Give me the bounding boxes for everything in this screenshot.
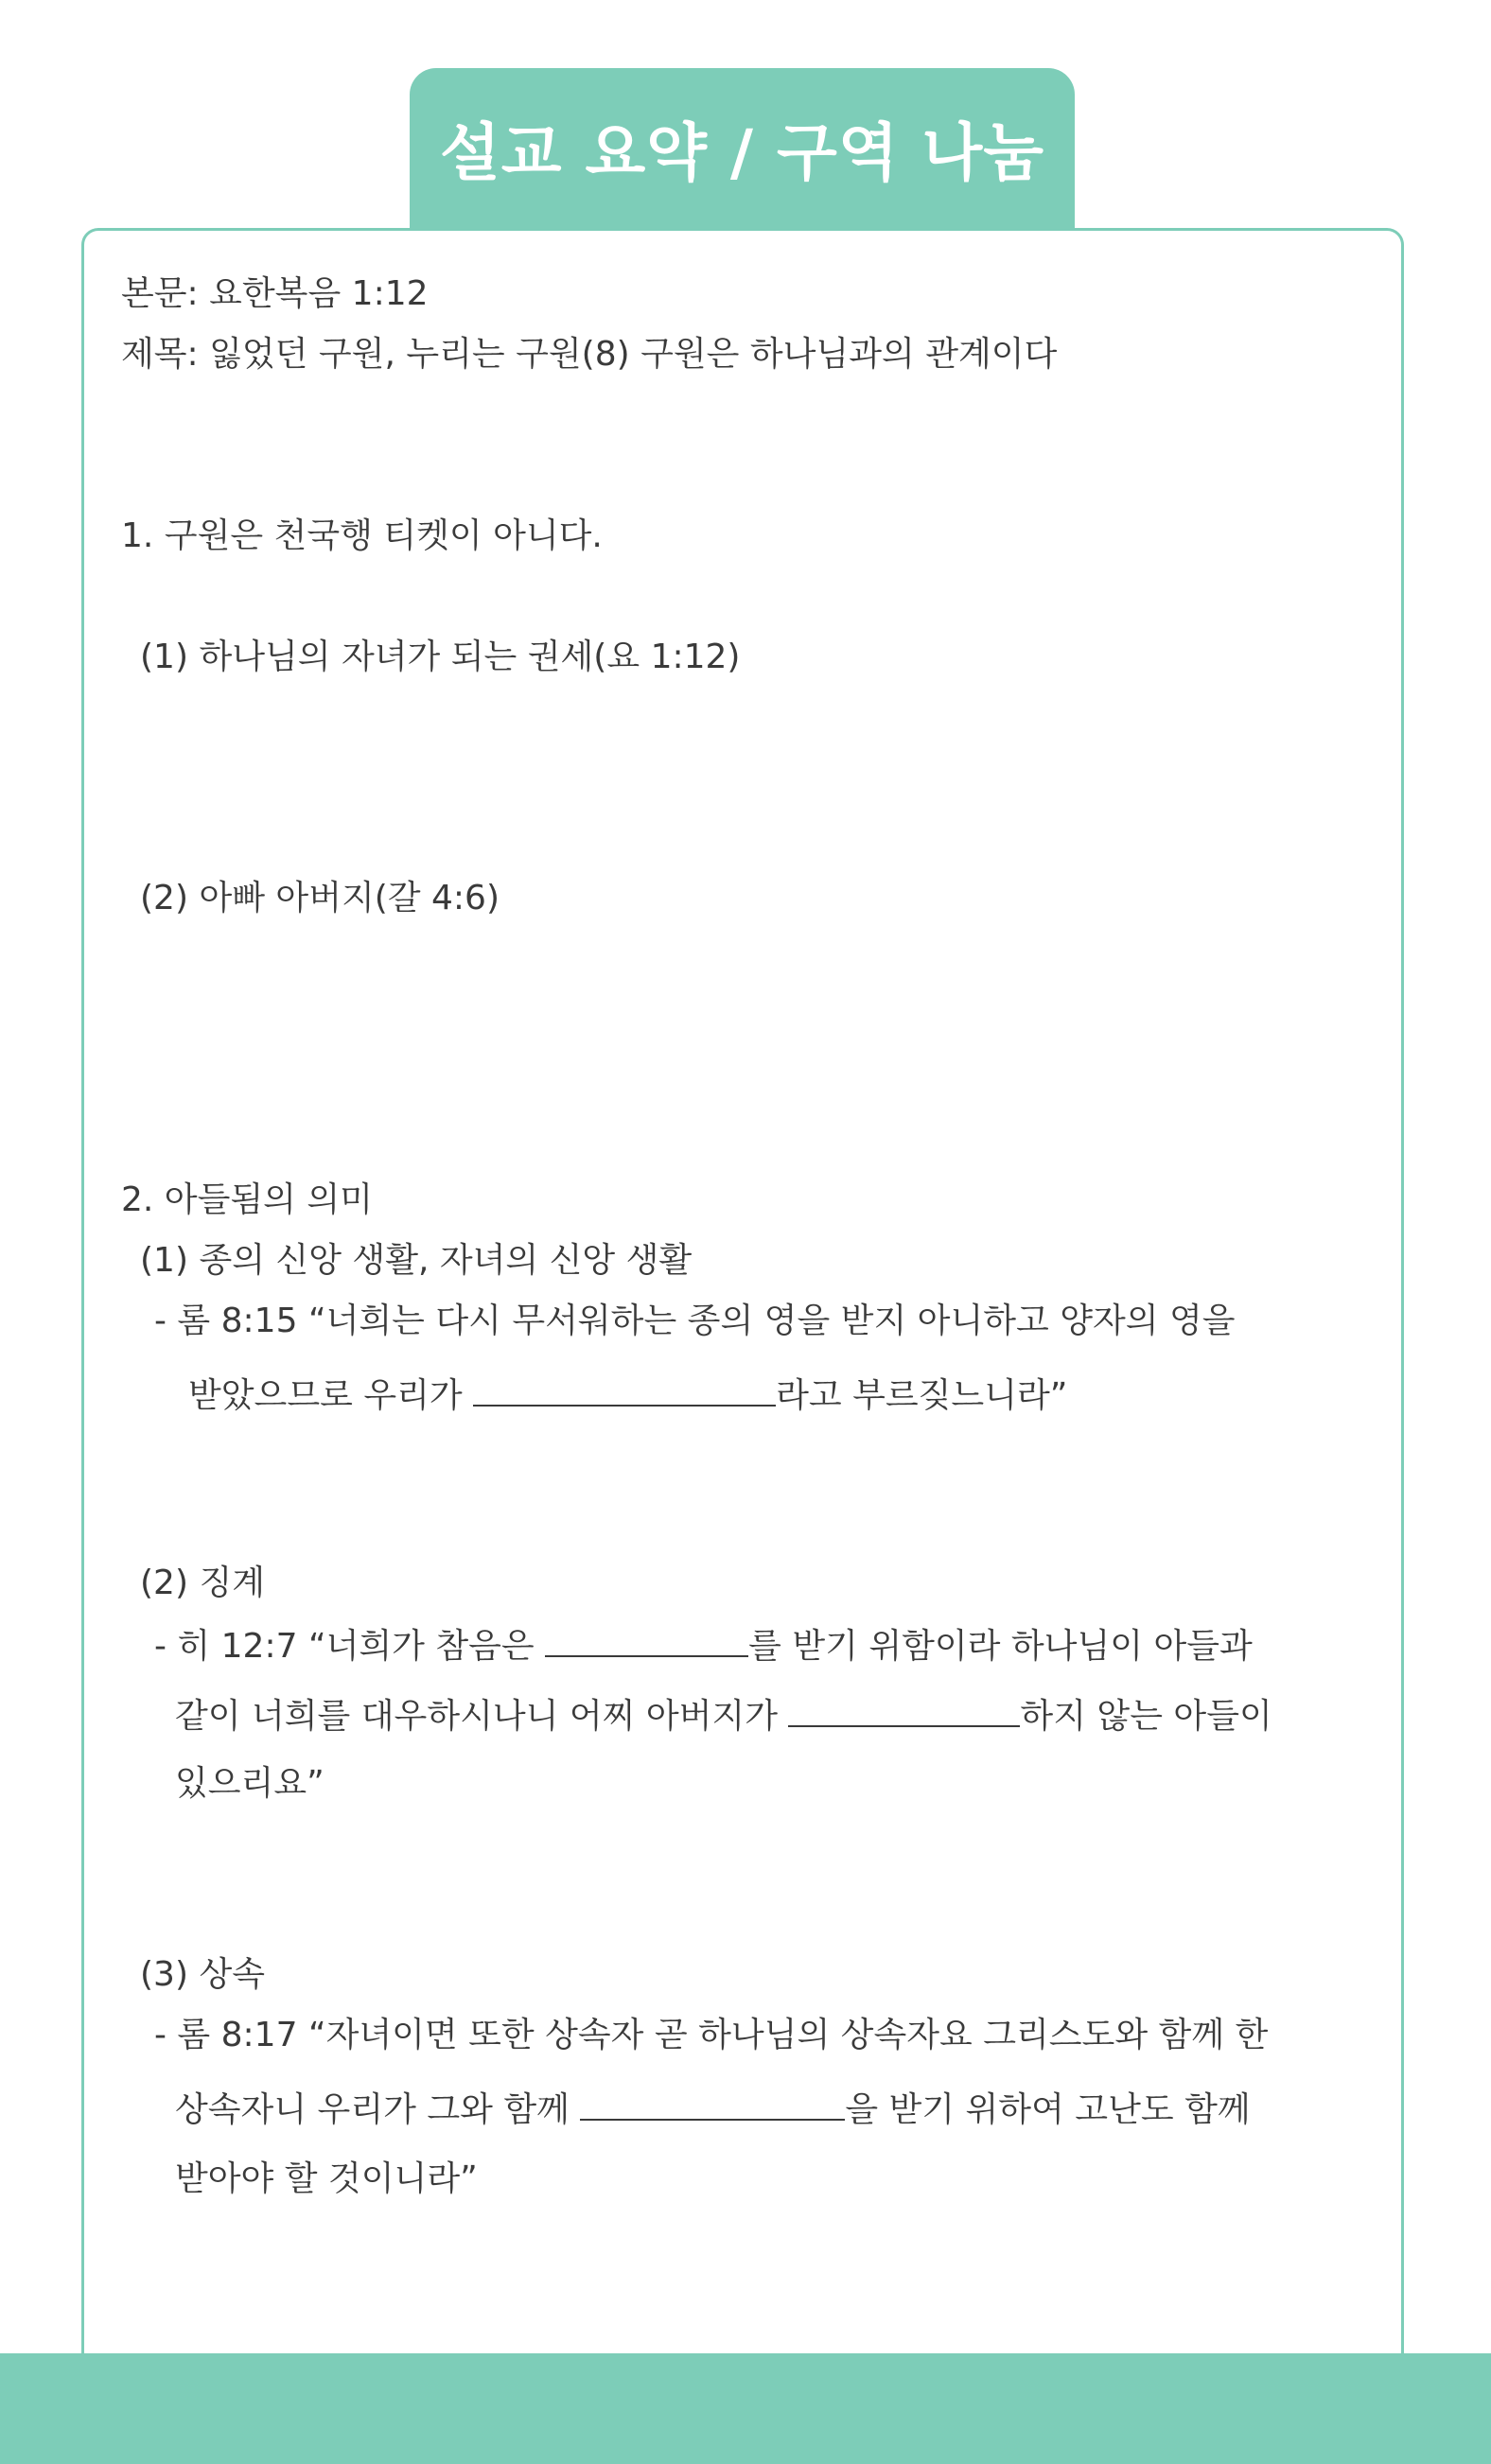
verse-romans-8-17-line-2 [175, 2087, 1251, 2131]
verse-text: 하지 않는 아들이 [1020, 1697, 1272, 1736]
fill-in-blank[interactable] [580, 2087, 845, 2121]
verse-text: 같이 너희를 대우하시나니 어찌 아버지가 [175, 1697, 789, 1736]
verse-text: 을 받기 위하여 고난도 함께 [845, 2090, 1251, 2129]
verse-romans-8-15-line-2 [188, 1372, 1067, 1417]
verse-romans-8-17-line-1: - 롬 8:17 “자녀이면 또한 상속자 곧 하나님의 상속자요 그리스도와 함께 한 [154, 2016, 1269, 2054]
fill-in-blank[interactable] [788, 1693, 1020, 1727]
section-2-point-1: (1) 종의 신앙 생활, 자녀의 신앙 생활 [140, 1241, 693, 1280]
verse-text: 받았으므로 우리가 [188, 1376, 474, 1415]
verse-hebrews-12-7-line-1 [154, 1623, 1253, 1668]
section-2-point-3: (3) 상속 [140, 1955, 265, 1994]
verse-romans-8-17-line-3: 받아야 할 것이니라” [175, 2159, 478, 2198]
section-1-heading: 1. 구원은 천국행 티켓이 아니다. [121, 516, 603, 555]
verse-romans-8-15-line-1: - 롬 8:15 “너희는 다시 무서워하는 종의 영을 받지 아니하고 양자의 영을 [154, 1302, 1236, 1340]
section-2-point-2: (2) 징계 [140, 1564, 265, 1602]
fill-in-blank[interactable] [473, 1372, 776, 1407]
section-1-point-1: (1) 하나님의 자녀가 되는 권세(요 1:12) [140, 638, 741, 676]
sermon-title: 제목: 잃었던 구원, 누리는 구원(8) 구원은 하나님과의 관계이다 [121, 335, 1058, 374]
section-1-point-2: (2) 아빠 아버지(갈 4:6) [140, 879, 500, 917]
page-title: 설교 요약 / 구역 나눔 [439, 116, 1045, 189]
verse-hebrews-12-7-line-2 [175, 1693, 1272, 1738]
verse-text: 라고 부르짖느니라” [776, 1376, 1068, 1415]
verse-hebrews-12-7-line-3: 있으리요” [175, 1764, 325, 1803]
bottom-band [0, 2353, 1491, 2464]
verse-text: 상속자니 우리가 그와 함께 [175, 2090, 581, 2129]
fill-in-blank[interactable] [545, 1623, 748, 1657]
section-2-heading: 2. 아들됨의 의미 [121, 1180, 373, 1219]
text-reference: 본문: 요한복음 1:12 [121, 274, 429, 313]
verse-text: 를 받기 위함이라 하나님이 아들과 [748, 1627, 1253, 1666]
verse-text: - 히 12:7 “너희가 참음은 [154, 1627, 546, 1666]
